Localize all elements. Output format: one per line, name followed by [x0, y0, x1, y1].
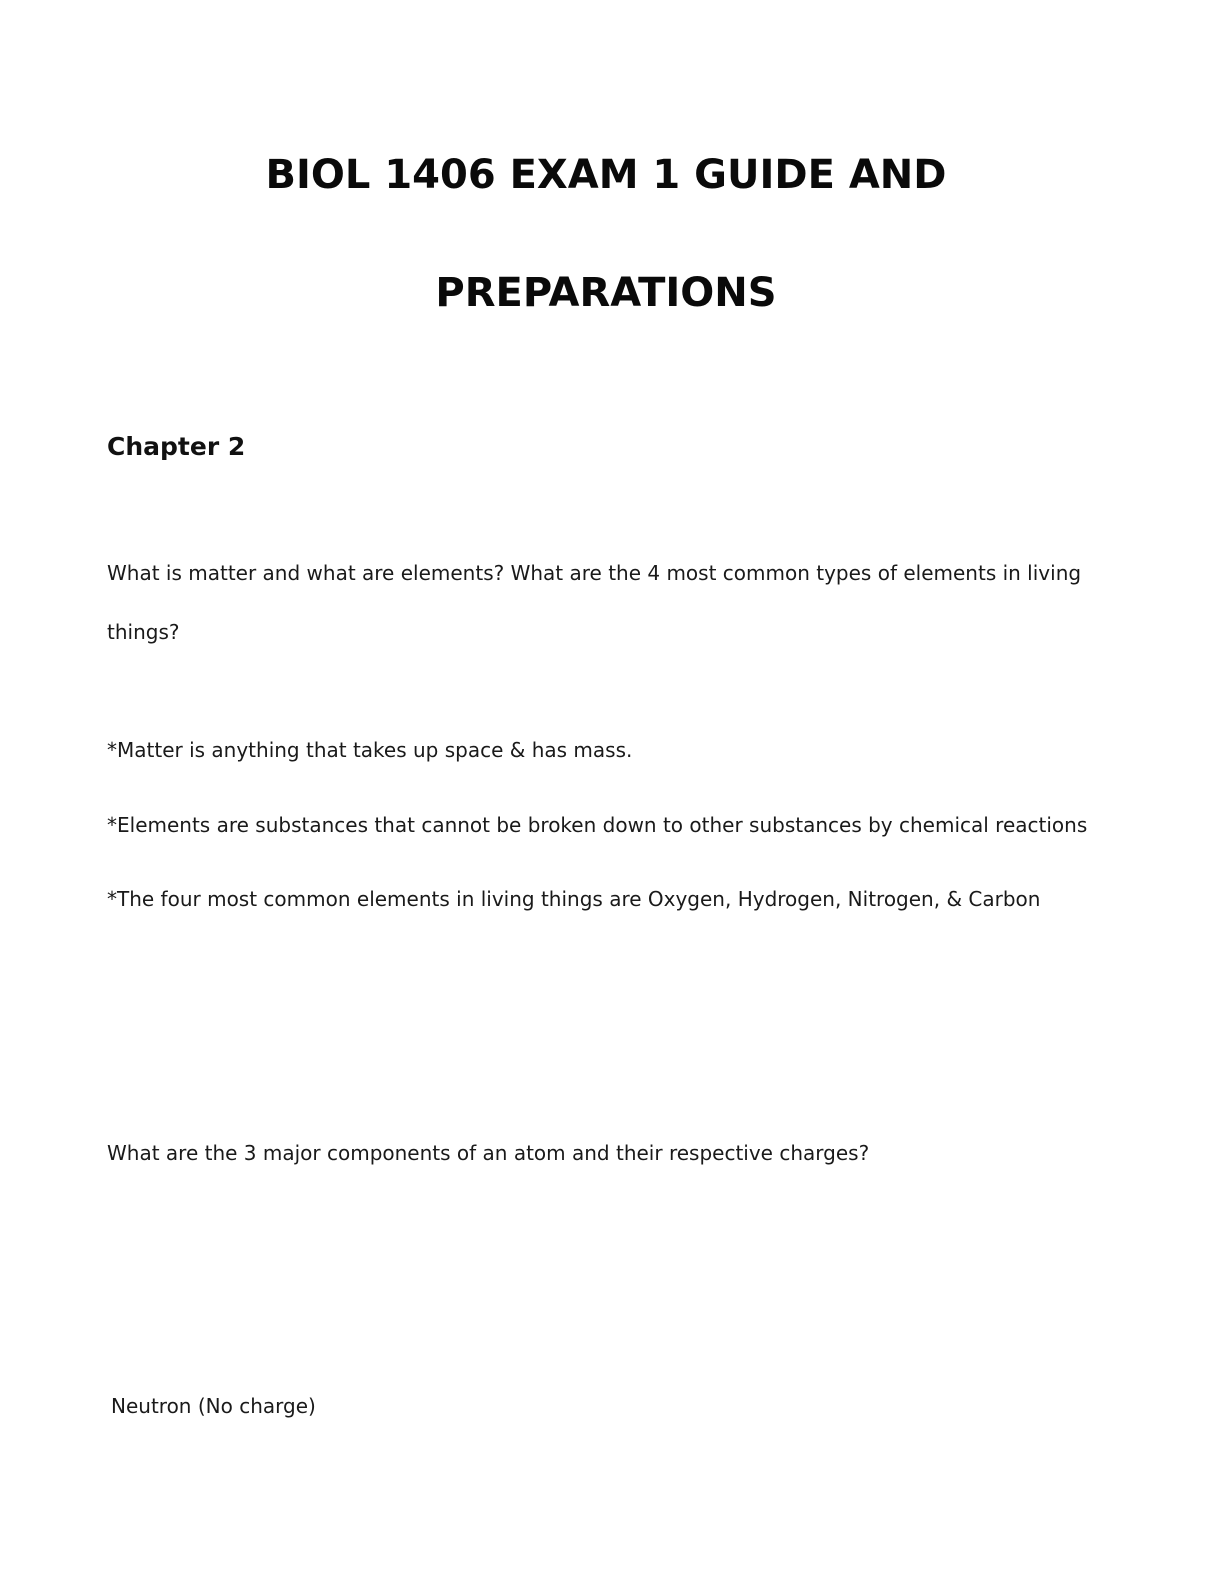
- document-title-line-1: BIOL 1406 EXAM 1 GUIDE AND: [265, 152, 947, 198]
- answer-matter: *Matter is anything that takes up space & has mass.: [107, 738, 633, 762]
- answer-neutron: Neutron (No charge): [111, 1394, 316, 1418]
- chapter-heading: Chapter 2: [107, 432, 246, 461]
- document-title-line-2: PREPARATIONS: [435, 270, 777, 316]
- question-1-line-1: What is matter and what are elements? What are the 4 most common types of elements in living: [107, 561, 1082, 585]
- question-2: What are the 3 major components of an atom and their respective charges?: [107, 1141, 870, 1165]
- answer-common-elements: *The four most common elements in living things are Oxygen, Hydrogen, Nitrogen, & Carbon: [107, 887, 1041, 911]
- question-1-line-2: things?: [107, 620, 180, 644]
- answer-elements: *Elements are substances that cannot be broken down to other substances by chemical reactions: [107, 813, 1088, 837]
